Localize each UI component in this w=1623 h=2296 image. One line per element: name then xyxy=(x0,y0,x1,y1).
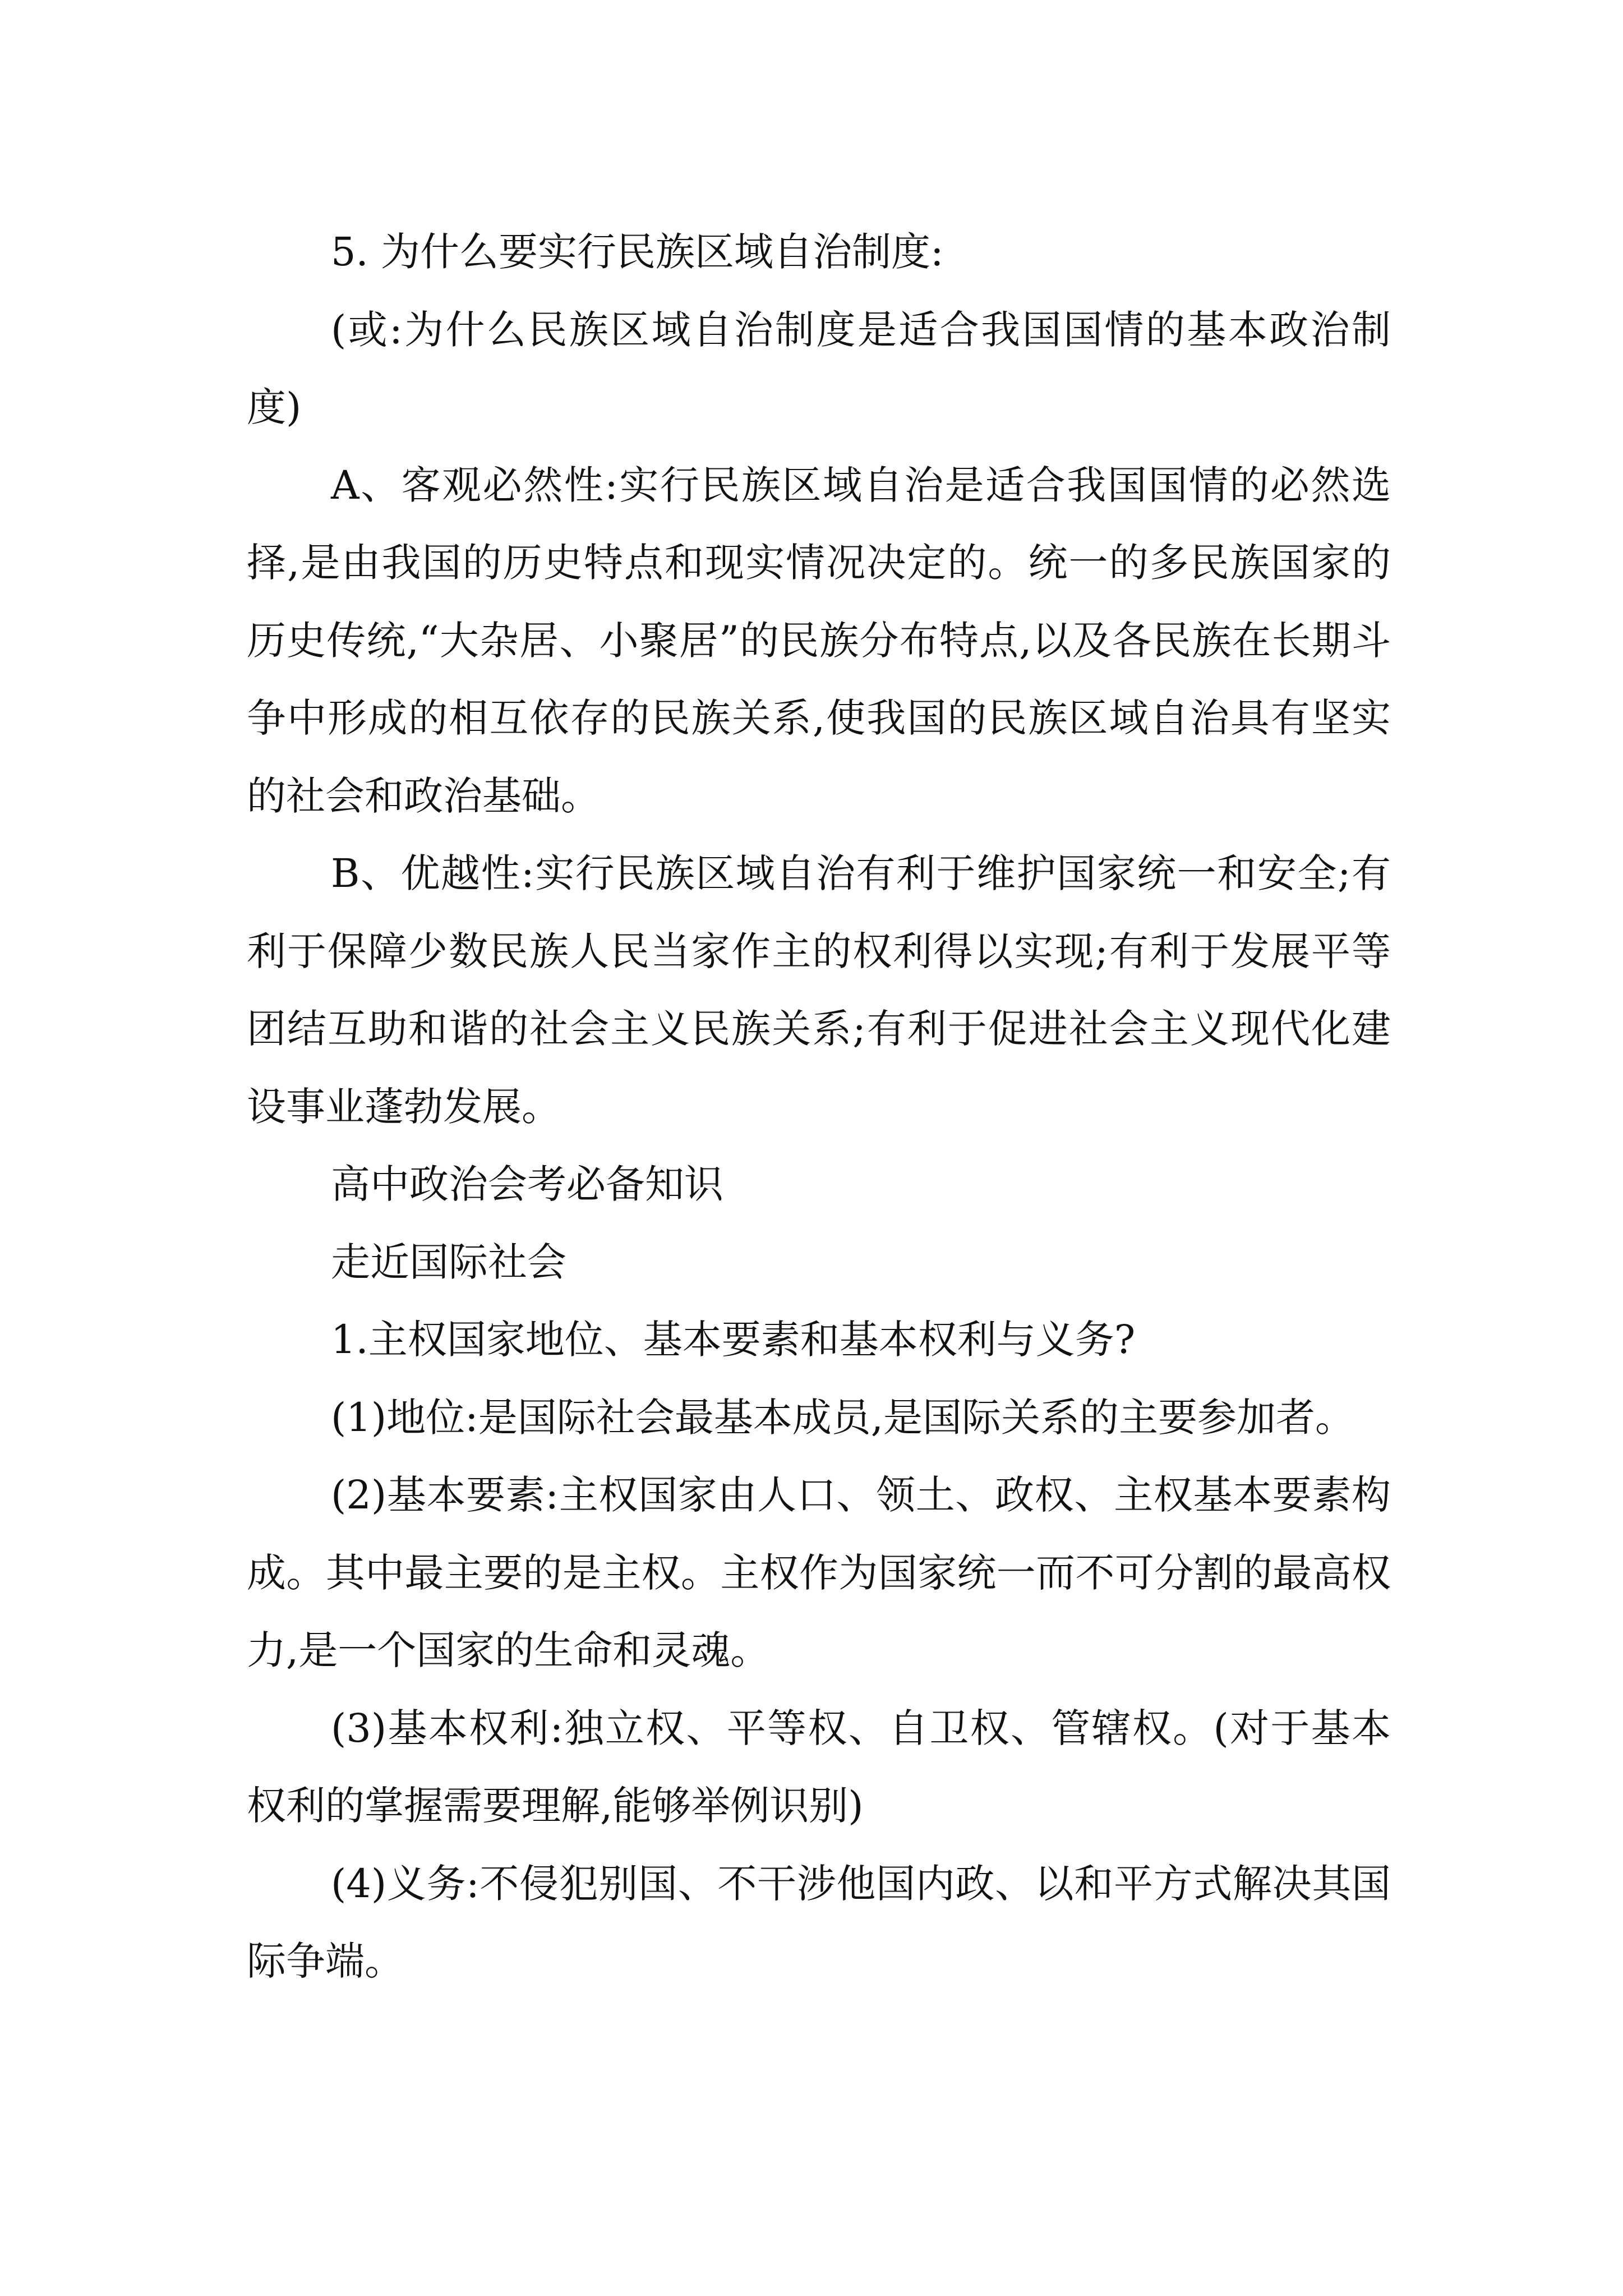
question-heading: 5. 为什么要实行民族区域自治制度: xyxy=(331,229,944,275)
point-2-basic-elements: (2)基本要素:主权国家由人口、领土、政权、主权基本要素构成。其中最主要的是主权。主权作为国家统一而不可分割的最高权力,是一个国家的生命和灵魂。 xyxy=(247,1472,1391,1673)
document-page xyxy=(247,213,1391,2000)
question-alternate: (或:为什么民族区域自治制度是适合我国国情的基本政治制度) xyxy=(247,306,1391,430)
chapter-title: 走近国际社会 xyxy=(331,1239,566,1285)
question-1-heading: 1.主权国家地位、基本要素和基本权利与义务? xyxy=(331,1317,1136,1363)
point-1-status: (1)地位:是国际社会最基本成员,是国际关系的主要参加者。 xyxy=(331,1394,1354,1441)
answer-a-objective-necessity: A、客观必然性:实行民族区域自治是适合我国国情的必然选择,是由我国的历史特点和现实情况决定的。统一的多民族国家的历史传统,“大杂居、小聚居”的民族分布特点,以及各民族在长期斗争中形成的相互依存的民族关系,使我国的民族区域自治具有坚实的社会和政治基础。 xyxy=(247,462,1391,819)
point-3-basic-rights: (3)基本权利:独立权、平等权、自卫权、管辖权。(对于基本权利的掌握需要理解,能够举例识别) xyxy=(247,1705,1391,1829)
point-4-obligations: (4)义务:不侵犯别国、不干涉他国内政、以和平方式解决其国际争端。 xyxy=(247,1860,1391,1984)
answer-b-superiority: B、优越性:实行民族区域自治有利于维护国家统一和安全;有利于保障少数民族人民当家作主的权利得以实现;有利于发展平等团结互助和谐的社会主义民族关系;有利于促进社会主义现代化建设事业蓬勃发展。 xyxy=(247,850,1391,1130)
section-title: 高中政治会考必备知识 xyxy=(331,1161,723,1207)
